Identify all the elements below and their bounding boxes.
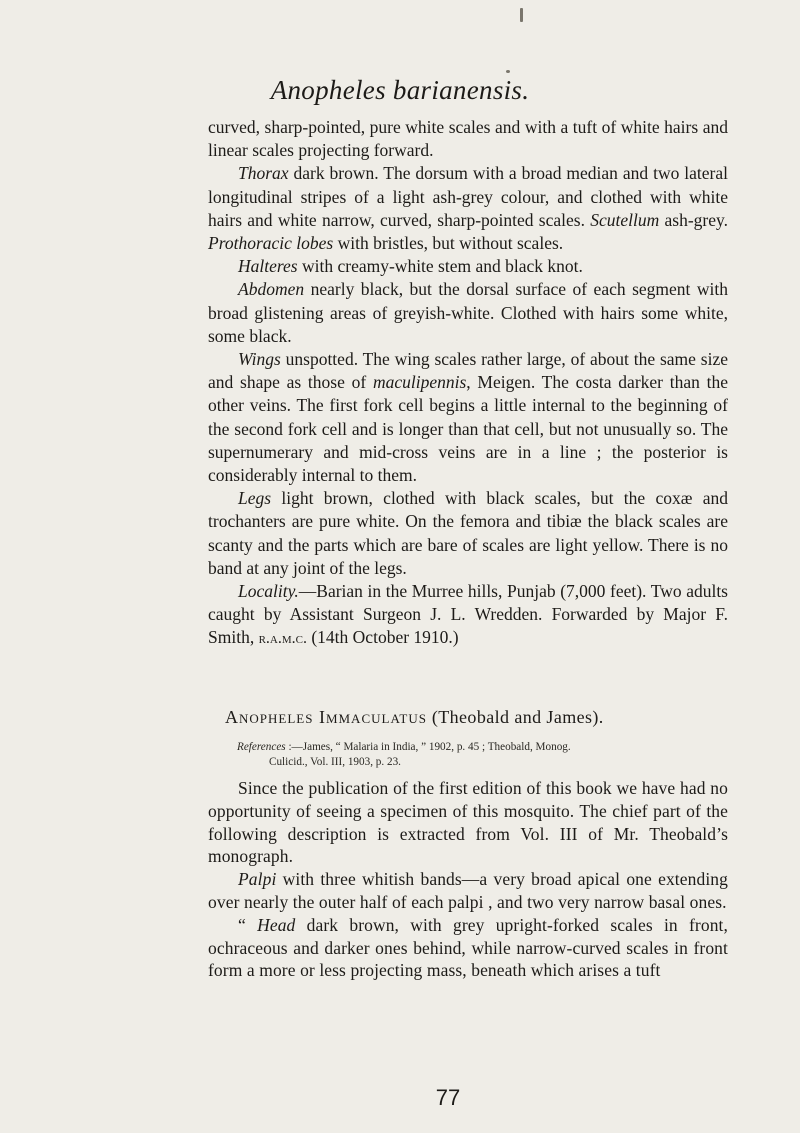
label-palpi: Palpi (238, 869, 277, 890)
text-run: with creamy-white stem and black knot. (297, 256, 583, 277)
open-quote: “ (238, 914, 258, 935)
references (237, 740, 717, 770)
paragraph-halteres (208, 255, 728, 278)
text-run: with three whitish bands—a very broad apical one extending over nearly the outer half of each palpi , and two very narrow basal ones. (208, 869, 728, 912)
species-name: Anopheles Immaculatus (225, 707, 427, 727)
abbrev-ramc: r.a.m.c. (258, 630, 307, 648)
text-run: dark brown. The dorsum with a broad median and two lateral longitudinal stripes of a light ash-grey colour, and clothed with white hairs and white narrow, curved, sharp-pointed scales. (208, 163, 728, 230)
text-run: light brown, clothed with black scales, but the coxæ and trochanters are pure white. On the femora and tibiæ the black scales are scanty and the parts which are bare of scales are light yellow. There is no band at any joint of the legs. (208, 488, 728, 578)
text-run: with bristles, but without scales. (333, 233, 564, 254)
page-number: 77 (435, 1085, 461, 1110)
ink-speck (506, 70, 510, 73)
text-run: nearly black, but the dorsal surface of each segment with broad glistening areas of greyish-white. Clothed with hairs some white, some black. (208, 279, 728, 346)
species-heading (225, 707, 745, 728)
label-head: Head (257, 914, 296, 935)
paragraph-intro (208, 777, 728, 868)
ink-speck (520, 8, 523, 22)
text-run: curved, sharp-pointed, pure white scales and with a tuft of white hairs and linear scales projecting forward. (208, 117, 728, 161)
text-run: :—James, “ Malaria in India, ” 1902, p. 45 ; Theobald, Monog. (285, 741, 571, 753)
text-run: ash-grey. (659, 209, 728, 230)
text-run: dark brown, with grey upright-forked scales in front, ochraceous and darker ones behind, while narrow-curved scales in front form a more or less projecting mass, beneath which arises a tuft (208, 914, 728, 981)
species-maculipennis: maculipennis (372, 372, 467, 393)
label-locality: Locality. (238, 581, 299, 602)
text-run: , Meigen. The costa darker than the other veins. The first fork cell begins a little internal to the beginning of the second fork cell and is longer than that cell, but not unusually so. The supernumerary and mid-cross veins are in a line ; the posterior is considerably internal to them. (208, 372, 728, 486)
label-prothoracic-lobes: Prothoracic lobes (208, 233, 334, 254)
label-wings: Wings (238, 349, 281, 370)
references-label: References (237, 741, 286, 753)
label-scutellum: Scutellum (590, 209, 660, 230)
text-run: unspotted. The wing scales rather large, of about the same size and shape as those of (208, 349, 728, 393)
text-run: —Barian in the Murree hills, Punjab (7,000 feet). Two adults caught by Assistant Surgeon J. L. Wredden. Forwarded by Major F. Smith, (208, 581, 728, 648)
label-abdomen: Abdomen (238, 279, 305, 300)
description-block-immaculatus (208, 777, 728, 982)
paragraph-wings (208, 348, 728, 487)
paragraph-head (208, 914, 728, 982)
label-thorax: Thorax (238, 163, 289, 184)
reference-line (237, 740, 717, 755)
text-run: Since the publication of the first edition of this book we have had no opportunity of seeing a specimen of this mosquito. The chief part of the following description is extracted from Vol. III of Mr. Theobald’s monograph. (208, 778, 728, 867)
paragraph-palpi (208, 868, 728, 914)
paragraph-locality (208, 580, 728, 651)
paragraph-head-continued (208, 116, 728, 162)
text-run: (14th October 1910.) (306, 627, 459, 648)
reference-line: Culicid., Vol. III, 1903, p. 23. (269, 756, 401, 768)
species-authority: (Theobald and James). (426, 707, 604, 727)
paragraph-abdomen (208, 278, 728, 348)
label-halteres: Halteres (238, 256, 298, 277)
running-title: Anopheles barianensis. (270, 75, 530, 105)
paragraph-thorax (208, 162, 728, 255)
paragraph-legs (208, 487, 728, 580)
label-legs: Legs (238, 488, 272, 509)
description-block-barianensis (208, 116, 728, 651)
